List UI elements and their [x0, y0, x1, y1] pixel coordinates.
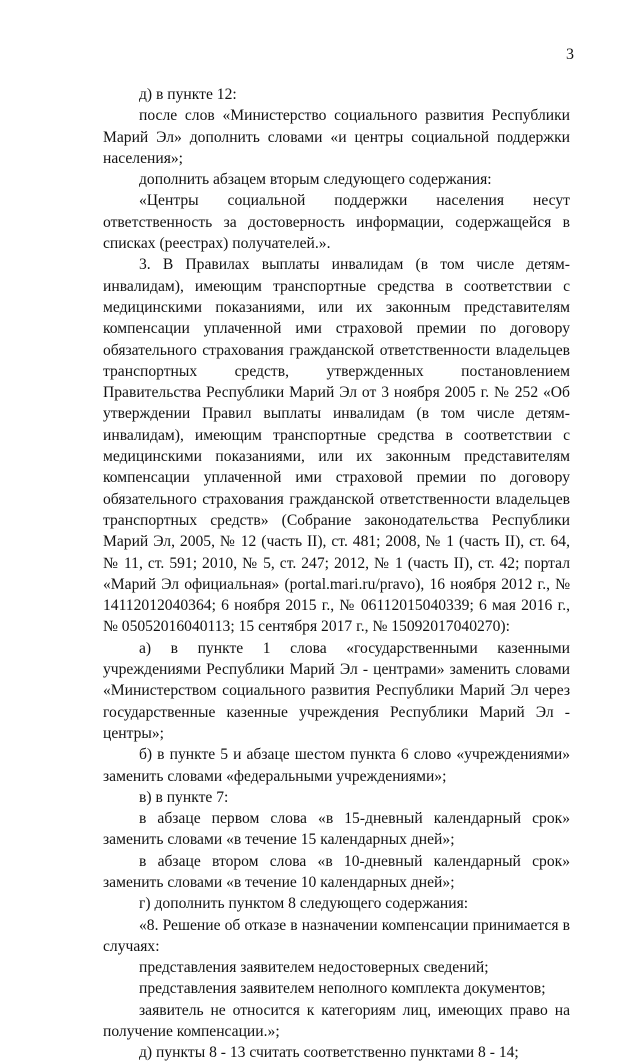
- paragraph: б) в пункте 5 и абзаце шестом пункта 6 слово «учреждениями» заменить словами «федеральными учреждениями»;: [103, 746, 570, 785]
- paragraph: заявитель не относится к категориям лиц, имеющих право на получение компенсации.»;: [103, 1001, 570, 1041]
- paragraph: «Центры социальной поддержки населения несут ответственность за достоверность информации, содержащейся в списках (реестрах) получателей.».: [103, 192, 570, 253]
- paragraph: в абзаце первом слова «в 15-дневный календарный срок» заменить словами «в течение 15 календарных дней»;: [103, 810, 570, 849]
- paragraph: а) в пункте 1 слова «государственными казенными учреждениями Республики Марий Эл - центрами» заменить словами «Министерством социального развития Республики Марий Эл через государственные казенные учреждения Республики Марий Эл - центры»;: [103, 639, 570, 742]
- paragraph: в) в пункте 7:: [139, 788, 229, 806]
- page-number: 3: [566, 46, 574, 63]
- paragraph: представления заявителем недостоверных сведений;: [139, 959, 489, 977]
- document-body: [103, 84, 570, 1064]
- paragraph: д) пункты 8 - 13 считать соответственно пунктами 8 - 14;: [139, 1044, 519, 1062]
- paragraph: в абзаце втором слова «в 10-дневный календарный срок» заменить словами «в течение 10 календарных дней»;: [103, 852, 570, 891]
- paragraph: дополнить абзацем вторым следующего содержания:: [139, 171, 492, 189]
- paragraph: 3. В Правилах выплаты инвалидам (в том числе детям-инвалидам), имеющим транспортные средства в соответствии с медицинскими показаниями, или их законным представителям компенсации уплаченной ими страховой премии по договору обязательного страхования гражданской ответственности владельцев транспортных средств, утвержденных постановлением Правительства Республики Марий Эл от 3 ноября 2005 г. № 252 «Об утверждении Правил выплаты инвалидам (в том числе детям-инвалидам), имеющим транспортные средства в соответствии с медицинскими показаниями, или их законным представителям компенсации уплаченной ими страховой премии по договору обязательного страхования гражданской ответственности владельцев транспортных средств» (Собрание законодательства Республики Марий Эл, 2005, № 12 (часть II), ст. 481; 2008, № 1 (часть II), ст. 64, № 11, ст. 591; 2010, № 5, ст. 247; 2012, № 1 (часть II), ст. 42; портал «Марий Эл официальная» (portal.mari.ru/pravo), 16 ноября 2012 г., № 14112012040364; 6 ноября 2015 г., № 06112015040339; 6 мая 2016 г., № 05052016040113; 15 сентября 2017 г., № 15092017040270):: [103, 256, 570, 636]
- paragraph: «8. Решение об отказе в назначении компенсации принимается в случаях:: [103, 916, 570, 955]
- paragraph: после слов «Министерство социального развития Республики Марий Эл» дополнить словами «и центры социальной поддержки населения»;: [103, 107, 570, 167]
- paragraph: д) в пункте 12:: [139, 86, 237, 103]
- paragraph: г) дополнить пунктом 8 следующего содержания:: [139, 895, 469, 913]
- paragraph: представления заявителем неполного комплекта документов;: [139, 980, 546, 998]
